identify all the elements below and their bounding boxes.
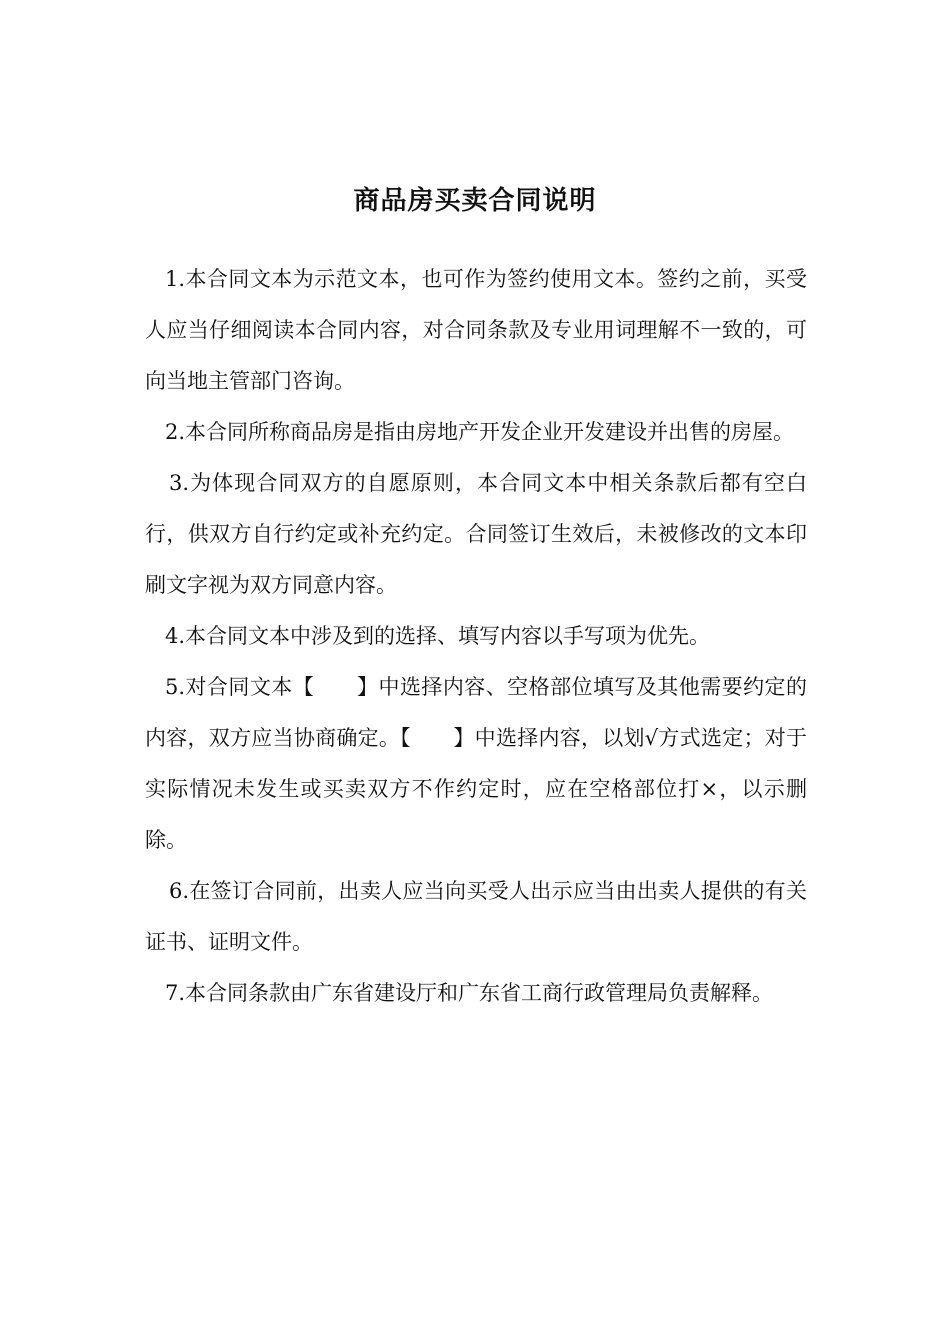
paragraph-4: 4.本合同文本中涉及到的选择、填写内容以手写项为优先。 xyxy=(165,624,711,648)
document-body xyxy=(145,254,807,1019)
paragraph-6: 6.在签订合同前，出卖人应当向买受人出示应当由出卖人提供的有关证书、证明文件。 xyxy=(145,879,807,954)
document-title: 商品房买卖合同说明 xyxy=(353,186,597,216)
paragraph-5: 5.对合同文本【 】中选择内容、空格部位填写及其他需要约定的内容，双方应当协商确定。【 】中选择内容，以划√方式选定；对于实际情况未发生或买卖双方不作约定时，应在空格部位打×，以示删除。 xyxy=(145,675,807,852)
paragraph-2: 2.本合同所称商品房是指由房地产开发企业开发建设并出售的房屋。 xyxy=(165,420,795,444)
paragraph-1: 1.本合同文本为示范文本，也可作为签约使用文本。签约之前，买受人应当仔细阅读本合同内容，对合同条款及专业用词理解不一致的，可向当地主管部门咨询。 xyxy=(145,267,807,393)
paragraph-7: 7.本合同条款由广东省建设厅和广东省工商行政管理局负责解释。 xyxy=(165,981,774,1005)
paragraph-3: 3.为体现合同双方的自愿原则，本合同文本中相关条款后都有空白行，供双方自行约定或补充约定。合同签订生效后，未被修改的文本印刷文字视为双方同意内容。 xyxy=(145,471,807,597)
